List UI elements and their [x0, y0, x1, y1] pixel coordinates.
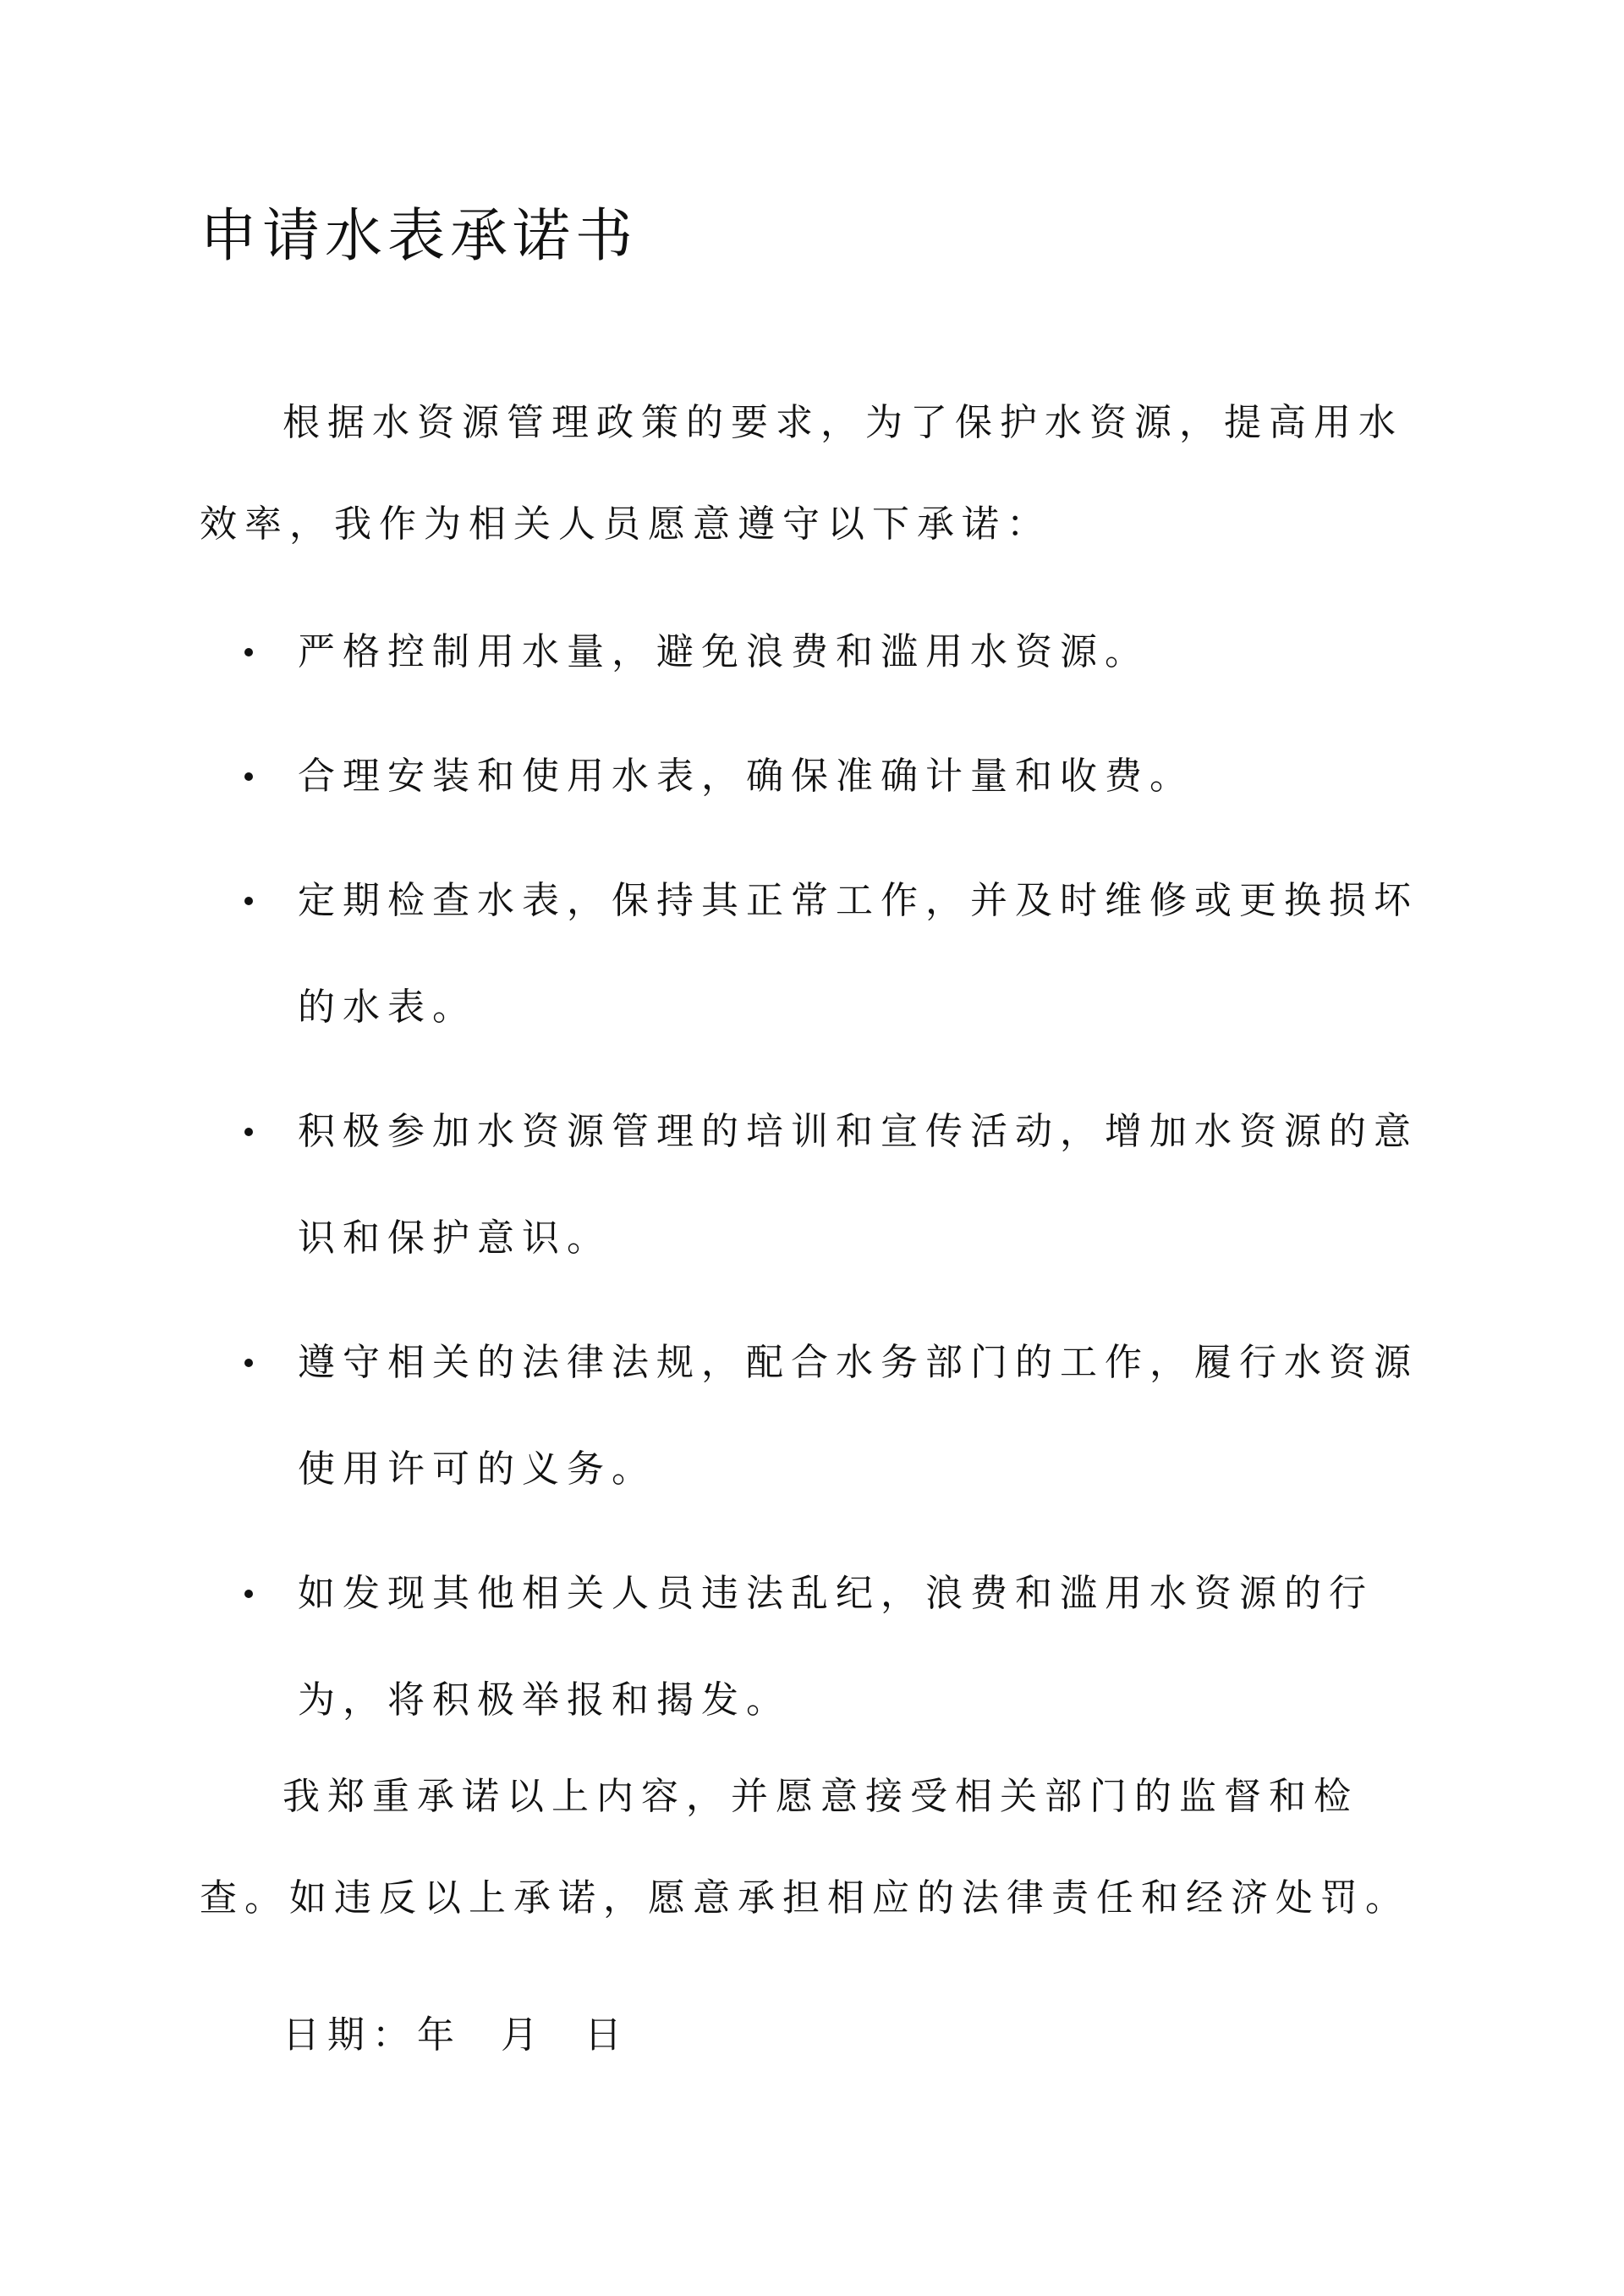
commitment-text: 积极参加水资源管理的培训和宣传活动，增加水资源的意识和保护意识。 — [298, 1110, 1418, 1260]
bullet-icon — [244, 1128, 253, 1136]
commitment-text: 合理安装和使用水表，确保准确计量和收费。 — [298, 755, 1194, 798]
commitment-item — [200, 1310, 1426, 1523]
bullet-icon — [244, 772, 253, 781]
commitment-text: 定期检查水表，保持其正常工作，并及时维修或更换损坏的水表。 — [298, 879, 1418, 1029]
bullet-icon — [244, 897, 253, 905]
commitment-item — [200, 848, 1426, 1061]
commitment-list — [200, 599, 1426, 1771]
commitment-item — [200, 723, 1426, 830]
commitment-text: 如发现其他相关人员违法乱纪，浪费和滥用水资源的行为，将积极举报和揭发。 — [298, 1572, 1374, 1722]
bullet-icon — [244, 1590, 253, 1598]
date-line: 日期：年 月 日 — [283, 2013, 629, 2057]
closing-paragraph: 我郑重承诺以上内容，并愿意接受相关部门的监督和检查。如违反以上承诺，愿意承担相应的法律责任和经济处罚。 — [200, 1775, 1410, 1920]
intro-paragraph: 根据水资源管理政策的要求，为了保护水资源，提高用水效率，我作为相关人员愿意遵守以下承诺： — [200, 401, 1403, 546]
commitment-text: 严格控制用水量，避免浪费和滥用水资源。 — [298, 630, 1149, 673]
document-title: 申请水表承诺书 — [200, 203, 639, 270]
commitment-item — [200, 1541, 1426, 1754]
commitment-text: 遵守相关的法律法规，配合水务部门的工作，履行水资源使用许可的义务。 — [298, 1341, 1418, 1491]
bullet-icon — [244, 648, 253, 656]
bullet-icon — [244, 1359, 253, 1367]
commitment-item — [200, 1079, 1426, 1292]
commitment-item — [200, 599, 1426, 706]
